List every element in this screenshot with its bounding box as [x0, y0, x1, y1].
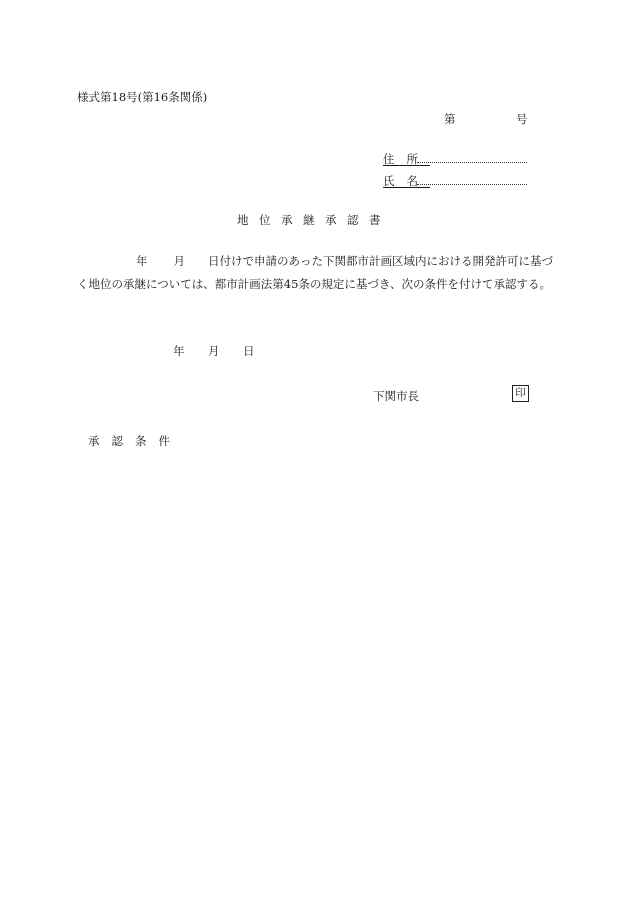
form-number: 様式第18号(第16条関係): [77, 90, 208, 104]
document-number-prefix: 第: [444, 112, 456, 126]
name-label: 氏名: [383, 174, 430, 188]
address-label: 住所: [383, 152, 430, 166]
body-text: 日付けで申請のあった下関都市計画区域内における開発許可に基づく地位の承継については、都市計画法第45条の規定に基づき、次の条件を付けて承認する。: [77, 254, 554, 291]
document-title: 地位承継承認書: [237, 213, 391, 227]
name-field: [383, 173, 527, 189]
body-month-unit: 月: [173, 254, 186, 268]
seal-mark: 印: [512, 385, 529, 402]
document-number-suffix: 号: [516, 112, 528, 126]
address-dotted-line: [417, 162, 527, 163]
conditions-heading: 承認条件: [88, 434, 182, 448]
address-field: [383, 151, 527, 167]
issuer-title: 下関市長: [373, 389, 419, 403]
name-dotted-line: [417, 184, 527, 185]
date-month-unit: 月: [208, 344, 220, 358]
body-paragraph: [77, 250, 553, 296]
date-day-unit: 日: [243, 344, 255, 358]
body-year-unit: 年: [136, 254, 148, 268]
date-year-unit: 年: [173, 344, 185, 358]
